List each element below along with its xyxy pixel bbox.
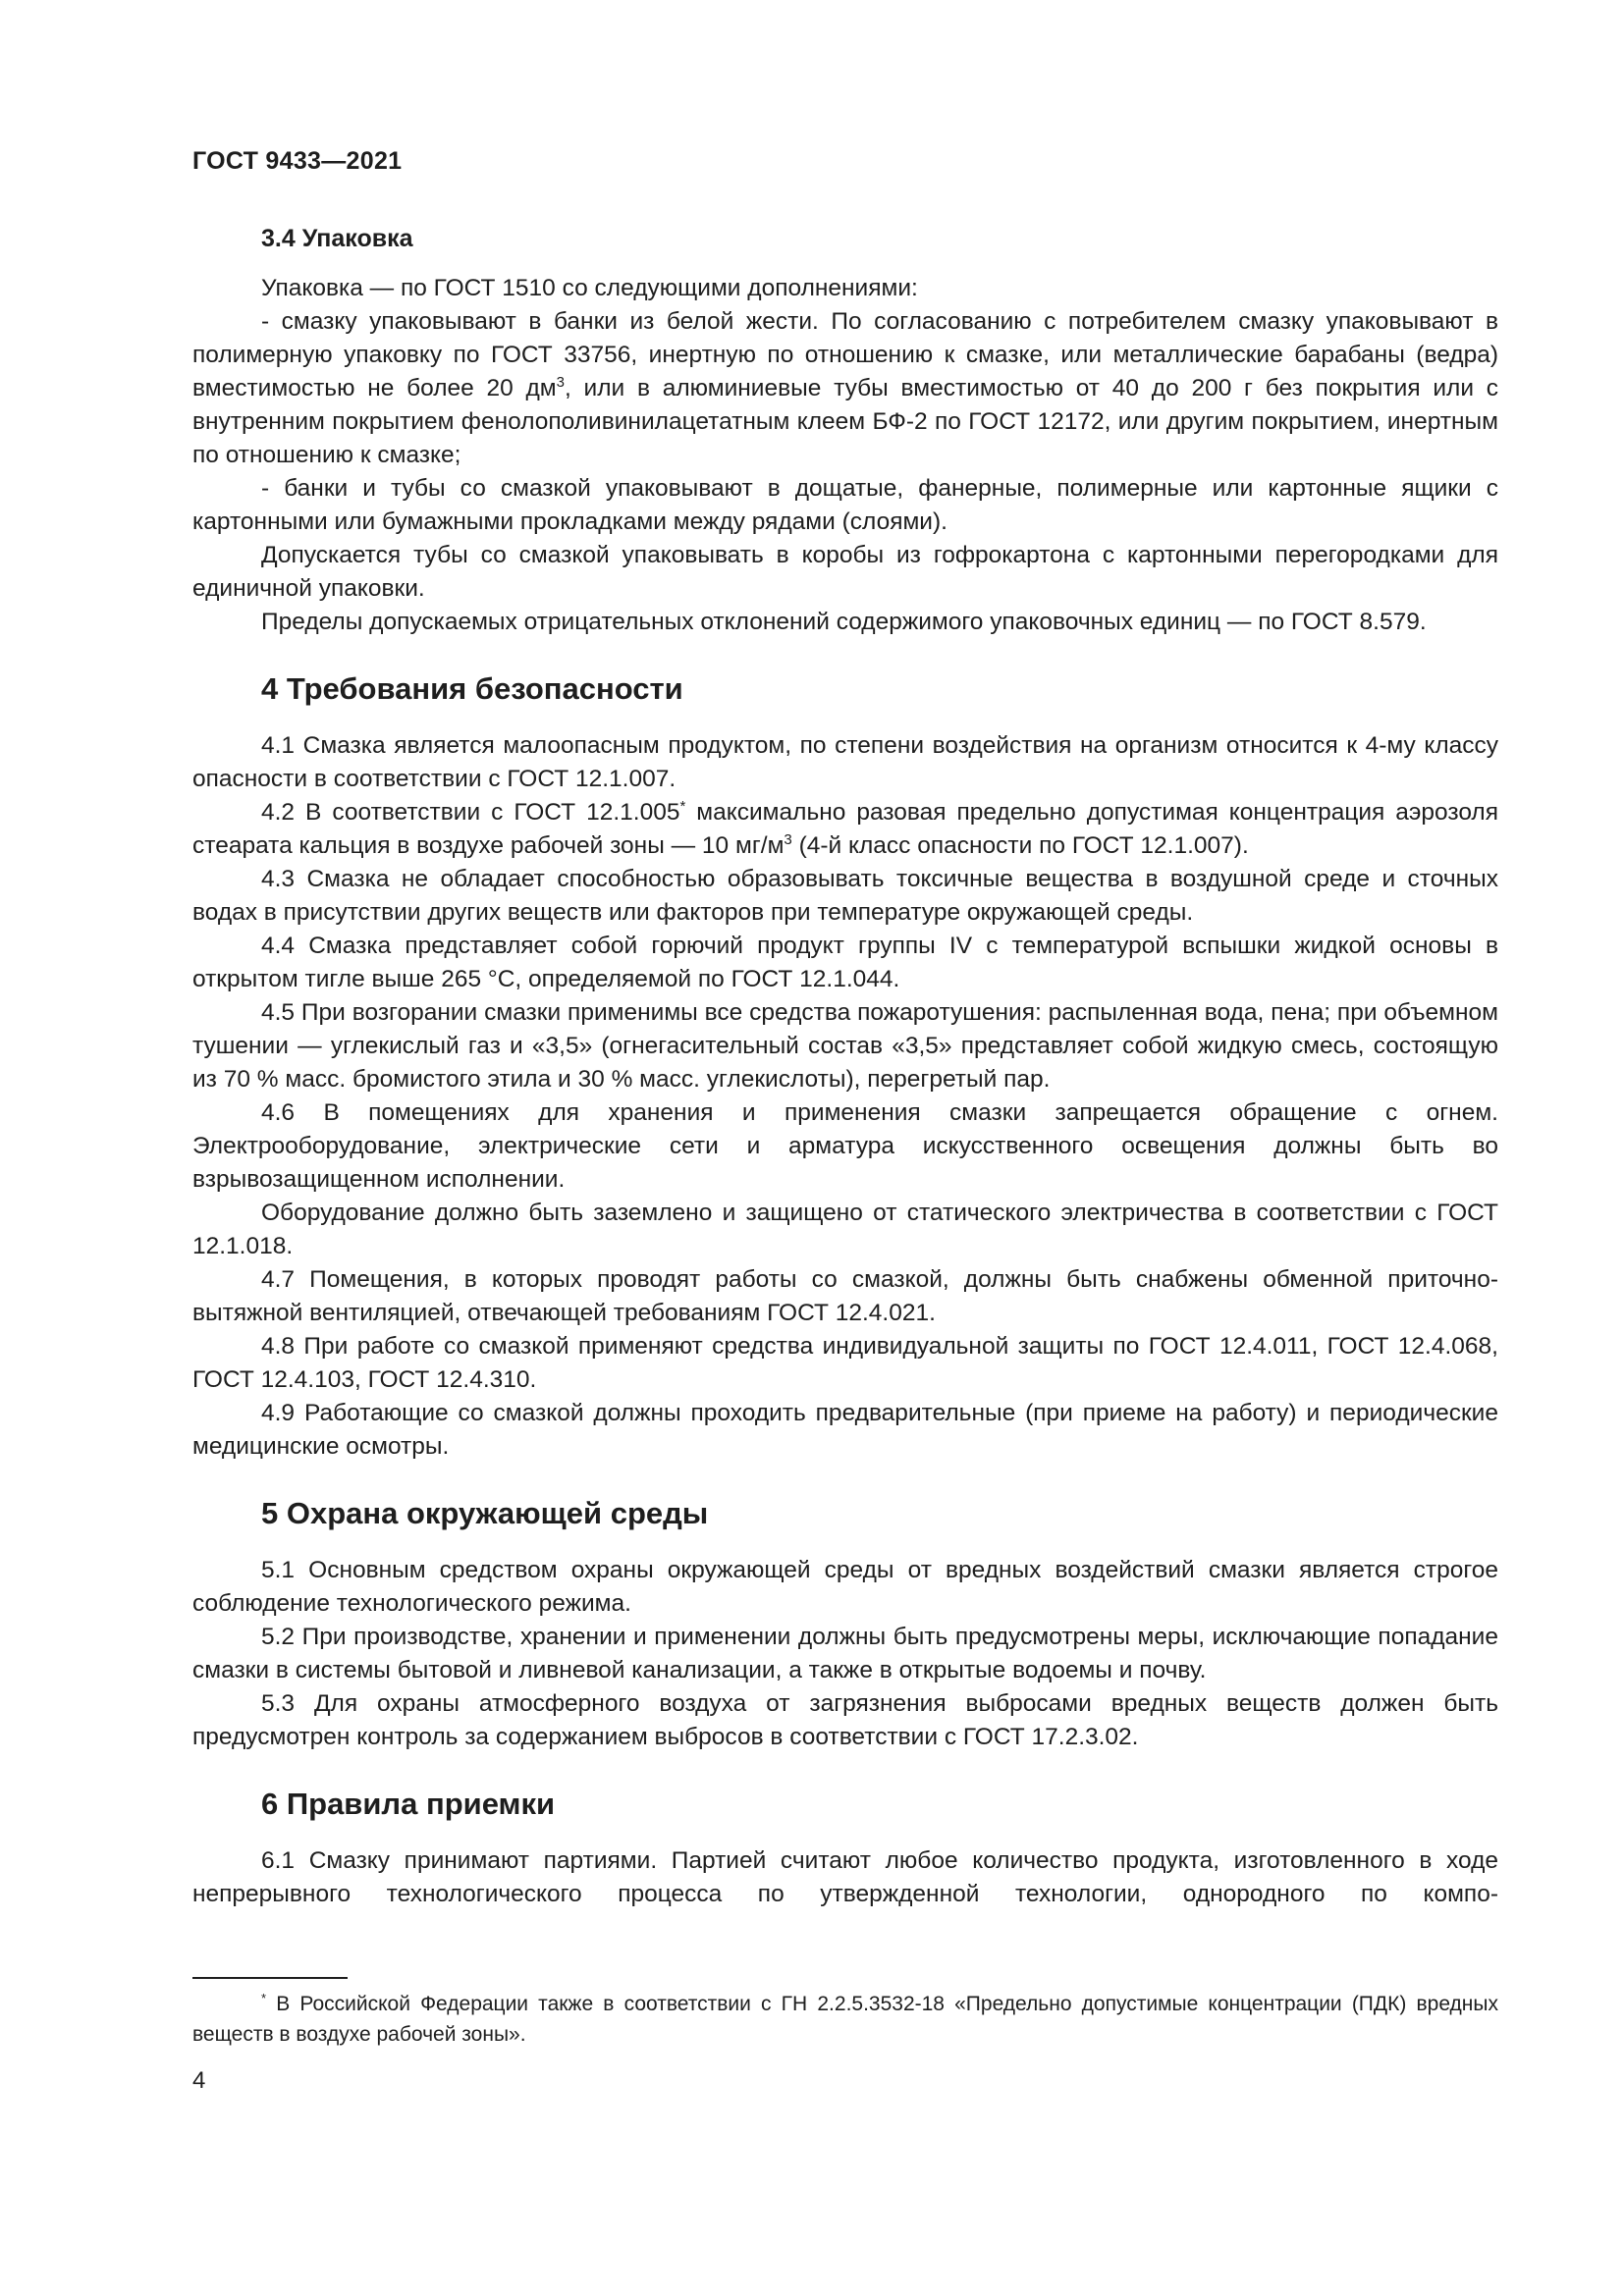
document-header: ГОСТ 9433—2021 <box>192 147 403 175</box>
footnote: * В Российской Федерации также в соответствии с ГН 2.2.5.3532-18 «Предельно допустимые концентрации (ПДК) вредных веществ в воздухе рабочей зоны». <box>192 1991 1498 2046</box>
paragraph-4-6-grounding: Оборудование должно быть заземлено и защищено от статического электричества в соответствии с ГОСТ 12.1.018. <box>192 1200 1498 1259</box>
footnote-mark: * <box>261 1991 267 2005</box>
page-number: 4 <box>192 2067 206 2094</box>
paragraph-4-2: 4.2 В соответствии с ГОСТ 12.1.005* максимально разовая предельно допустимая концентрация аэрозоля стеарата кальция в воздухе рабочей зоны — 10 $мг/м^3$ (4-й класс опасности по ГОСТ 12.1.007). <box>192 798 1498 859</box>
paragraph-4-8: 4.8 При работе со смазкой применяют средства индивидуальной защиты по ГОСТ 12.4.011, ГОСТ 12.4.068, ГОСТ 12.4.103, ГОСТ 12.4.310. <box>192 1333 1498 1393</box>
paragraph-3-4-intro: Упаковка — по ГОСТ 1510 со следующими дополнениями: <box>261 275 918 301</box>
paragraph-4-5: 4.5 При возгорании смазки применимы все средства пожаротушения: распыленная вода, пена; при объемном тушении — углекислый газ и «3,5» (огнегасительный состав «3,5» представляет собой жидкую смесь, состоящую из 70 % масс. бромистого этила и 30 % масс. углекислоты), перегретый пар. <box>192 999 1498 1093</box>
footnote-separator <box>192 1977 348 1979</box>
paragraph-3-4-boxes: - банки и тубы со смазкой упаковывают в дощатые, фанерные, полимерные или картонные ящики с картонными или бумажными прокладками между рядами (слоями). <box>192 475 1498 535</box>
section-title-5: 5 Охрана окружающей среды <box>261 1496 709 1530</box>
paragraph-4-9: 4.9 Работающие со смазкой должны проходить предварительные (при приеме на работу) и периодические медицинские осмотры. <box>192 1400 1498 1460</box>
paragraph-6-1: 6.1 Смазку принимают партиями. Партией считают любое количество продукта, изготовленного в ходе непрерывного технологического процесса по утвержденной технологии, однородного по компо- <box>192 1847 1498 1907</box>
paragraph-3-4-cans: - смазку упаковывают в банки из белой жести. По согласованию с потребителем смазку упаковывают в полимерную упаковку по ГОСТ 33756, инертную по отношению к смазке, или металлические барабаны (ведра) вместимостью не более 20 $дм^3$, или в алюминиевые тубы вместимостью от 40 до 200 г без покрытия или с внутренним покрытием фенолополивинилацетатным клеем БФ-2 по ГОСТ 12172, или другим покрытием, инертным по отношению к смазке; <box>192 308 1498 468</box>
paragraph-5-1: 5.1 Основным средством охраны окружающей среды от вредных воздействий смазки является строгое соблюдение технологического режима. <box>192 1557 1498 1617</box>
paragraph-4-7: 4.7 Помещения, в которых проводят работы со смазкой, должны быть снабжены обменной приточно-вытяжной вентиляцией, отвечающей требованиям ГОСТ 12.4.021. <box>192 1266 1498 1326</box>
document-body <box>192 222 1498 1911</box>
section-title-6: 6 Правила приемки <box>261 1787 556 1821</box>
paragraph-4-1: 4.1 Смазка является малоопасным продуктом, по степени воздействия на организм относится к 4-му классу опасности в соответствии с ГОСТ 12.1.007. <box>192 732 1498 792</box>
footnote-reference: * <box>679 798 686 815</box>
paragraph-3-4-corrugated: Допускается тубы со смазкой упаковывать в коробы из гофрокартона с картонными перегородками для единичной упаковки. <box>192 542 1498 602</box>
paragraph-3-4-deviations: Пределы допускаемых отрицательных отклонений содержимого упаковочных единиц — по ГОСТ 8.579. <box>261 609 1427 635</box>
paragraph-5-2: 5.2 При производстве, хранении и применении должны быть предусмотрены меры, исключающие попадание смазки в системы бытовой и ливневой канализации, а также в открытые водоемы и почву. <box>192 1624 1498 1683</box>
section-title-4: 4 Требования безопасности <box>261 671 683 706</box>
paragraph-5-3: 5.3 Для охраны атмосферного воздуха от загрязнения выбросами вредных веществ должен быть предусмотрен контроль за содержанием выбросов в соответствии с ГОСТ 17.2.3.02. <box>192 1690 1498 1750</box>
paragraph-4-6: 4.6 В помещениях для хранения и применения смазки запрещается обращение с огнем. Электрооборудование, электрические сети и арматура искусственного освещения должны быть во взрывозащищенном исполнении. <box>192 1099 1498 1193</box>
paragraph-4-4: 4.4 Смазка представляет собой горючий продукт группы IV с температурой вспышки жидкой основы в открытом тигле выше 265 °С, определяемой по ГОСТ 12.1.044. <box>192 933 1498 992</box>
subsection-title-3-4: 3.4 Упаковка <box>261 225 413 252</box>
paragraph-4-3: 4.3 Смазка не обладает способностью образовывать токсичные вещества в воздушной среде и сточных водах в присутствии других веществ или факторов при температуре окружающей среды. <box>192 866 1498 926</box>
